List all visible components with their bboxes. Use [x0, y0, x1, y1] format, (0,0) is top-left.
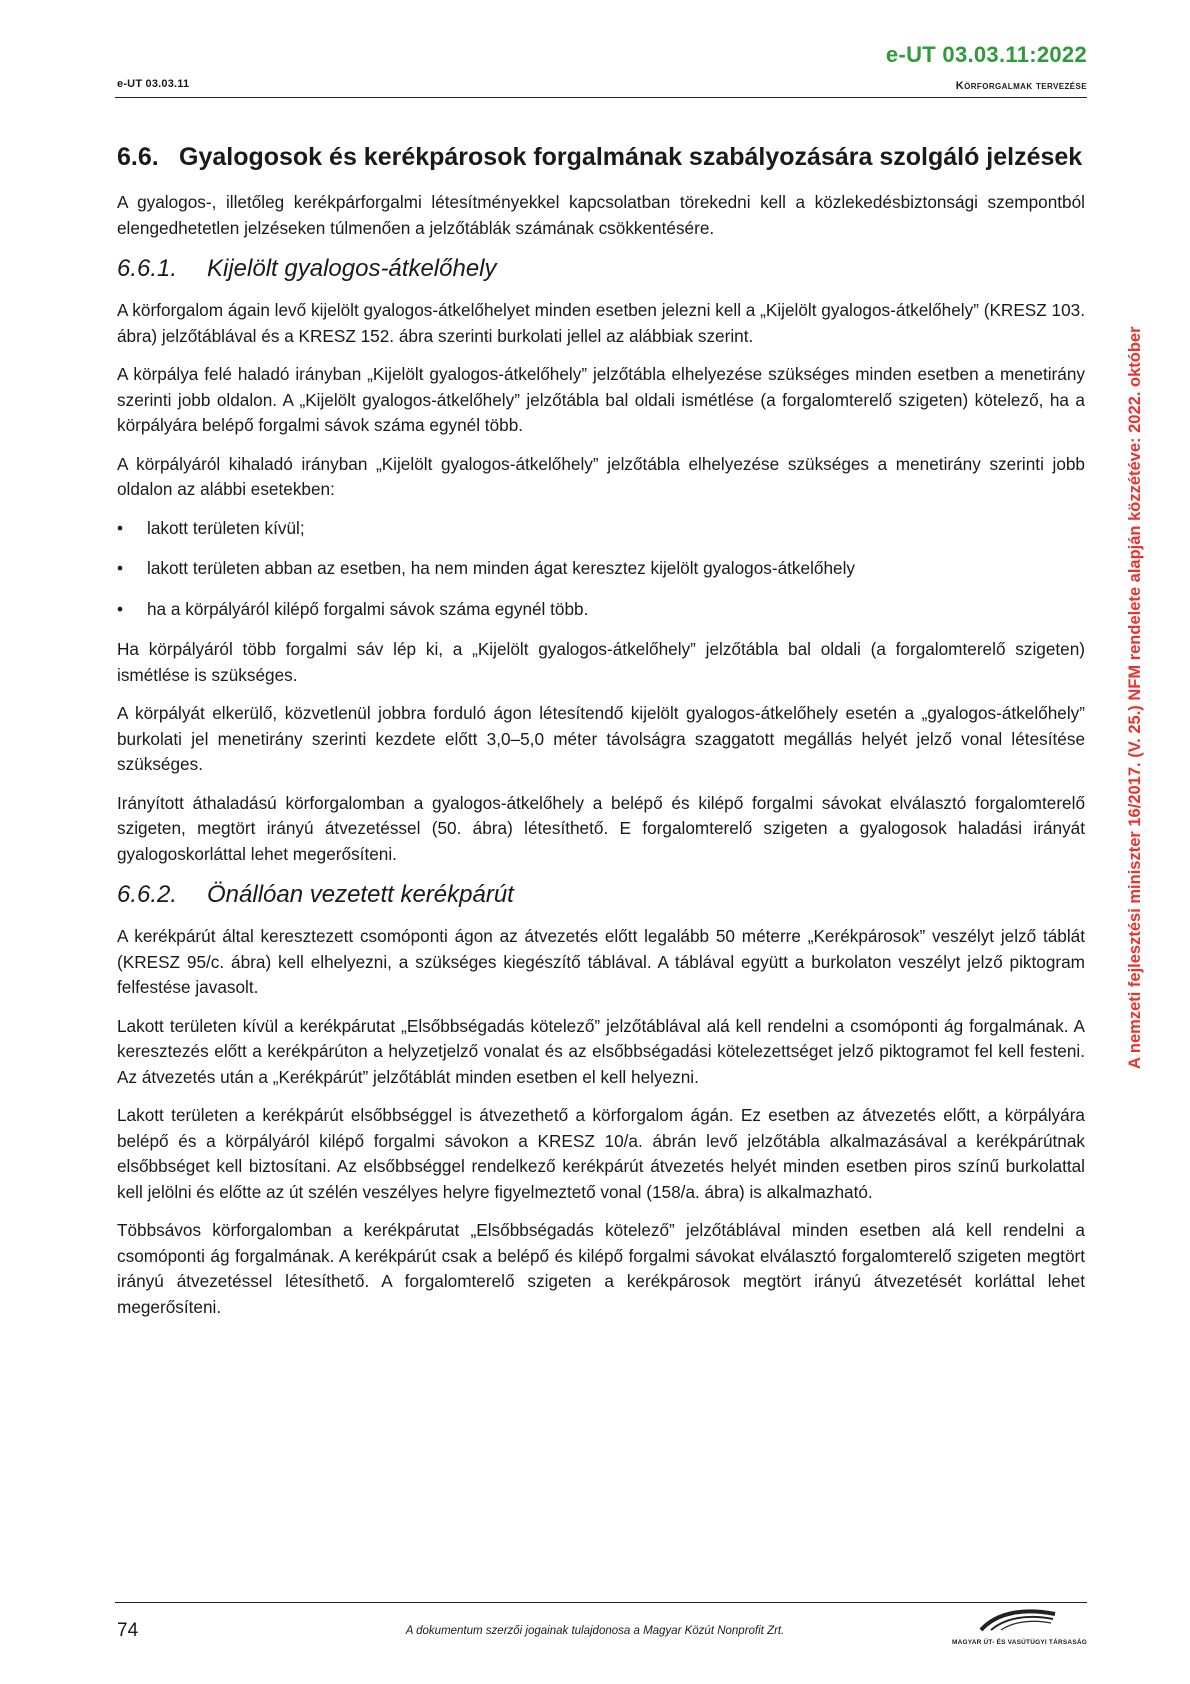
subsection-heading-1: [117, 254, 1085, 284]
subsection-title: Önállóan vezetett kerékpárút: [207, 881, 514, 908]
subsection-number: 6.6.2.: [117, 881, 178, 908]
footer-divider: [115, 1602, 1087, 1603]
subsection-number: 6.6.1.: [117, 255, 178, 282]
page-number: 74: [117, 1620, 139, 1641]
logo-text: MAGYAR ÚT- ÉS VASÚTÜGYI TÁRSASÁG: [952, 1639, 1087, 1646]
road-logo-icon: [977, 1606, 1057, 1632]
paragraph: Irányított áthaladású körforgalomban a gyalogos-átkelőhely a belépő és kilépő forgalmi sávokat elválasztó forgalomterelő szigeten, megtört irányú átvezetéssel (50. ábra) létesíthető. E forgalomterelő szigeten a gyalogosok haladási irányát gyalogoskorláttal lehet megerősíteni.: [117, 792, 1085, 864]
header-left-code: e-UT 03.03.11: [117, 78, 190, 90]
list-item: • lakott területen abban az esetben, ha nem minden ágat keresztez kijelölt gyalogos-átkelőhely: [117, 556, 1085, 582]
subsection-title: Kijelölt gyalogos-átkelőhely: [207, 255, 497, 282]
paragraph: A körpályát elkerülő, közvetlenül jobbra forduló ágon létesítendő kijelölt gyalogos-átkelőhely esetén a „gyalogos-átkelőhely” burkolati jel menetirány szerinti kezdete előtt 3,0–5,0 méter távolságra szaggatott megállás helyét jelző vonal létesítése szükséges.: [117, 703, 1085, 774]
paragraph: Többsávos körforgalomban a kerékpárutat „Elsőbbségadás kötelező” jelzőtáblával minden esetben alá kell rendelni a csomóponti ág forgalmának. A kerékpárút csak a belépő és kilépő forgalmi sávokat elválasztó forgalomterelő szigeten megtört irányú átvezetéssel létesíthető. A forgalomterelő szigeten a kerékpárosok megtört irányú átvezetését korláttal lehet megerősíteni.: [117, 1220, 1085, 1317]
paragraph: A kerékpárút által keresztezett csomóponti ágon az átvezetés előtt legalább 50 méterre „Kerékpárosok” veszélyt jelző táblát (KRESZ 95/c. ábra) kell elhelyezni, a szükséges kiegészítő táblával. A táblával együtt a burkolaton veszélyt jelző piktogram felfestése javasolt.: [117, 926, 1085, 997]
subsection-heading-2: [117, 880, 1085, 910]
section-title: Gyalogosok és kerékpárosok forgalmának szabályozására szolgáló jelzések: [179, 143, 1083, 171]
paragraph: A körpálya felé haladó irányban „Kijelölt gyalogos-átkelőhely” jelzőtábla elhelyezése szükséges minden esetben a menetirány szerinti jobb oldalon. A „Kijelölt gyalogos-átkelőhely” jelzőtábla bal oldali ismétlése (a forgalomterelő szigeten) kötelező, ha a körpályára belépő forgalmi sávok száma egynél több.: [117, 364, 1085, 435]
paragraph: A körforgalom ágain levő kijelölt gyalogos-átkelőhelyet minden esetben jelezni kell a „Kijelölt gyalogos-átkelőhely” (KRESZ 103. ábra) jelzőtáblával és a KRESZ 152. ábra szerinti burkolati jellel az alábbiak szerint.: [117, 300, 1085, 346]
page-content: [117, 140, 1085, 1333]
section-number: 6.6.: [117, 143, 159, 171]
paragraph: A körpályáról kihaladó irányban „Kijelölt gyalogos-átkelőhely” jelzőtábla elhelyezése szükséges a menetirány szerinti jobb oldalon az alábbi esetekben:: [117, 453, 1085, 499]
header-chapter-title: Körforgalmak tervezése: [955, 80, 1087, 92]
header-divider: [115, 97, 1087, 98]
paragraph: Lakott területen kívül a kerékpárutat „Elsőbbségadás kötelező” jelzőtáblával alá kell rendelni a csomóponti ág forgalmának. A keresztezés előtt a kerékpárúton a helyzetjelző vonalat és az elsőbbségadási kötelezettséget jelző piktogramot fel kell festeni. Az átvezetés után a „Kerékpárút” jelzőtáblát minden esetben el kell helyezni.: [117, 1015, 1085, 1087]
publisher-logo: [947, 1606, 1087, 1646]
paragraph: Ha körpályáról több forgalmi sáv lép ki, a „Kijelölt gyalogos-átkelőhely” jelzőtábla bal oldali (a forgalomterelő szigeten) ismétlése is szükséges.: [117, 639, 1085, 685]
list-item: • ha a körpályáról kilépő forgalmi sávok száma egynél több.: [117, 597, 1085, 623]
copyright-notice: A dokumentum szerzői jogainak tulajdonosa a Magyar Közút Nonprofit Zrt.: [405, 1625, 785, 1637]
section-intro: A gyalogos-, illetőleg kerékpárforgalmi létesítményekkel kapcsolatban törekedni kell a közlekedésbiztonsági szempontból elengedhetetlen jelzéseken túlmenően a jelzőtáblák számának csökkentésére.: [117, 192, 1085, 238]
bullet-list: [117, 516, 1085, 623]
list-item: • lakott területen kívül;: [117, 516, 1085, 542]
publication-side-note: A nemzeti fejlesztési miniszter 16/2017. (V. 25.) NFM rendelete alapján közzétéve: 2022. október: [1126, 326, 1144, 1070]
paragraph: Lakott területen a kerékpárút elsőbbséggel is átvezethető a körforgalom ágán. Ez esetben az átvezetés előtt, a körpályára belépő és a körpályáról kilépő forgalmi sávokon a KRESZ 10/a. ábrán levő jelzőtábla alkalmazásával a kerékpárútnak elsőbbséget kell biztosítani. Az elsőbbséggel rendelkező kerékpárút átvezetés helyét minden esetben piros színű burkolattal kell jelölni és előtte az út szélén veszélyes helyre figyelmeztető vonal (158/a. ábra) is alkalmazható.: [117, 1105, 1085, 1202]
section-heading: [117, 140, 1085, 174]
document-code: e-UT 03.03.11:2022: [885, 42, 1087, 67]
